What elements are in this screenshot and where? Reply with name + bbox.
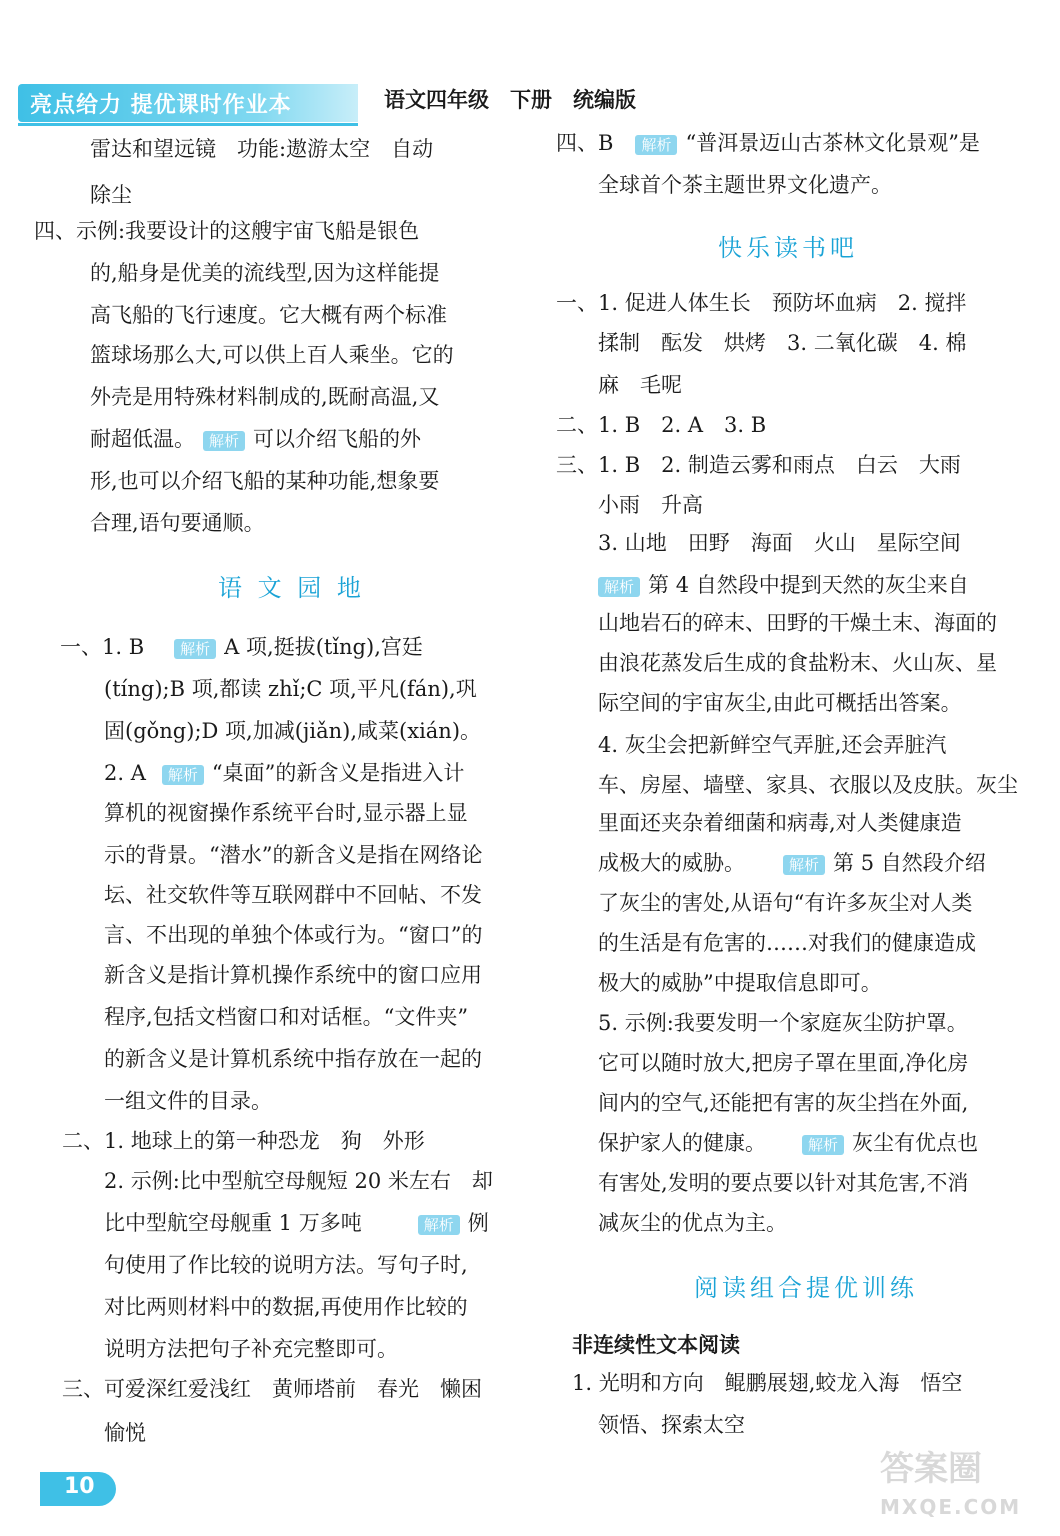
text-line: 新含义是指计算机操作系统中的窗口应用 bbox=[104, 963, 482, 987]
text-line: 有害处,发明的要点要以针对其危害,不消 bbox=[598, 1171, 969, 1195]
text-line: 了灰尘的害处,从语句“有许多灰尘对人类 bbox=[598, 891, 973, 915]
text-line: 的生活是有危害的……对我们的健康造成 bbox=[598, 931, 976, 955]
text-line bbox=[598, 1128, 978, 1158]
text-line: 车、房屋、墙壁、家具、衣服以及皮肤。灰尘 bbox=[598, 773, 1018, 797]
watermark-logo bbox=[880, 1450, 1021, 1526]
text-line: 对比两则材料中的数据,再使用作比较的 bbox=[104, 1295, 468, 1319]
text-line: 1. 光明和方向 鲲鹏展翅,蛟龙入海 悟空 bbox=[572, 1371, 963, 1395]
analysis-badge: 解析 bbox=[203, 431, 245, 451]
text-line bbox=[598, 848, 986, 878]
text-line: 全球首个茶主题世界文化遗产。 bbox=[598, 173, 892, 197]
text-line: 一、1. 促进人体生长 预防坏血病 2. 搅拌 bbox=[556, 291, 967, 315]
text-segment: 比中型航空母舰重 1 万多吨 bbox=[104, 1211, 362, 1235]
section-title-yuwen: 语 文 园 地 bbox=[218, 574, 365, 602]
text-line: 4. 灰尘会把新鲜空气弄脏,还会弄脏汽 bbox=[598, 733, 947, 757]
text-line: 由浪花蒸发后生成的食盐粉末、火山灰、星 bbox=[598, 651, 997, 675]
analysis-badge: 解析 bbox=[162, 765, 204, 785]
text-line: 5. 示例:我要发明一个家庭灰尘防护罩。 bbox=[598, 1011, 968, 1035]
section-title-kuaile: 快乐读书吧 bbox=[718, 234, 858, 262]
text-line: 算机的视窗操作系统平台时,显示器上显 bbox=[104, 801, 468, 825]
text-line: 四、示例:我要设计的这艘宇宙飞船是银色 bbox=[34, 219, 420, 243]
text-segment: 成极大的威胁。 bbox=[598, 851, 745, 875]
analysis-badge: 解析 bbox=[783, 855, 825, 875]
text-segment: 可以介绍飞船的外 bbox=[253, 427, 422, 451]
text-line bbox=[60, 632, 423, 662]
text-line: 一组文件的目录。 bbox=[104, 1089, 272, 1113]
text-line: 坛、社交软件等互联网群中不回帖、不发 bbox=[104, 883, 482, 907]
book-grade: 语文四年级 下册 统编版 bbox=[384, 88, 636, 112]
text-line: 合理,语句要通顺。 bbox=[90, 511, 265, 535]
text-line: 际空间的宇宙灰尘,由此可概括出答案。 bbox=[598, 691, 962, 715]
text-line bbox=[556, 128, 980, 158]
text-line: 里面还夹杂着细菌和病毒,对人类健康造 bbox=[598, 811, 962, 835]
watermark-text: 答案圈 bbox=[880, 1449, 982, 1489]
text-line bbox=[104, 758, 464, 788]
text-line: 句使用了作比较的说明方法。写句子时, bbox=[104, 1253, 468, 1277]
text-line: 的新含义是计算机系统中指存放在一起的 bbox=[104, 1047, 482, 1071]
text-line: 示的背景。“潜水”的新含义是指在网络论 bbox=[104, 843, 483, 867]
text-line: 篮球场那么大,可以供上百人乘坐。它的 bbox=[90, 343, 454, 367]
analysis-badge: 解析 bbox=[418, 1215, 460, 1235]
text-line: 二、1. B 2. A 3. B bbox=[556, 413, 767, 437]
text-line: 山地岩石的碎末、田野的干燥土末、海面的 bbox=[598, 611, 997, 635]
text-line: 揉制 酝发 烘烤 3. 二氧化碳 4. 棉 bbox=[598, 331, 967, 355]
text-line: 减灰尘的优点为主。 bbox=[598, 1211, 787, 1235]
analysis-badge: 解析 bbox=[802, 1135, 844, 1155]
analysis-badge: 解析 bbox=[635, 135, 677, 155]
text-segment: 2. A bbox=[104, 761, 146, 785]
analysis-badge: 解析 bbox=[598, 577, 640, 597]
text-segment: 灰尘有优点也 bbox=[852, 1131, 979, 1155]
text-segment: 第 4 自然段中提到天然的灰尘来自 bbox=[648, 573, 969, 597]
text-line: 3. 山地 田野 海面 火山 星际空间 bbox=[598, 531, 961, 555]
text-line bbox=[598, 570, 969, 600]
text-line: (tíng);B 项,都读 zhǐ;C 项,平凡(fán),巩 bbox=[104, 677, 477, 701]
text-line: 领悟、探索太空 bbox=[598, 1413, 745, 1437]
text-line: 除尘 bbox=[90, 183, 132, 207]
text-segment: 保护家人的健康。 bbox=[598, 1131, 766, 1155]
text-line: 固(gǒng);D 项,加减(jiǎn),咸菜(xián)。 bbox=[104, 719, 482, 743]
book-brand: 亮点给力 提优课时作业本 bbox=[30, 93, 292, 118]
text-line bbox=[90, 424, 421, 454]
text-segment: 一、1. B bbox=[60, 635, 145, 659]
text-line: 愉悦 bbox=[104, 1421, 146, 1445]
text-line: 间内的空气,还能把有害的灰尘挡在外面, bbox=[598, 1091, 969, 1115]
text-line: 程序,包括文档窗口和对话框。“文件夹” bbox=[104, 1005, 469, 1029]
text-line: 小雨 升高 bbox=[598, 493, 703, 517]
analysis-badge: 解析 bbox=[174, 639, 216, 659]
text-segment: “桌面”的新含义是指进入计 bbox=[211, 761, 465, 785]
text-segment: A 项,挺拔(tǐng),宫廷 bbox=[224, 635, 423, 659]
text-segment: 第 5 自然段介绍 bbox=[833, 851, 986, 875]
section-title-yuedu: 阅读组合提优训练 bbox=[694, 1274, 918, 1302]
text-line: 高飞船的飞行速度。它大概有两个标准 bbox=[90, 303, 447, 327]
text-segment: “普洱景迈山古茶林文化景观”是 bbox=[685, 131, 980, 155]
text-segment: 四、B bbox=[556, 131, 614, 155]
text-segment: 耐超低温。 bbox=[90, 427, 195, 451]
text-line: 的,船身是优美的流线型,因为这样能提 bbox=[90, 261, 440, 285]
text-line: 三、可爱深红爱浅红 黄师塔前 春光 懒困 bbox=[62, 1377, 482, 1401]
text-line: 它可以随时放大,把房子罩在里面,净化房 bbox=[598, 1051, 969, 1075]
watermark-url: MXQE.COM bbox=[880, 1495, 1022, 1519]
text-line: 麻 毛呢 bbox=[598, 373, 682, 397]
text-line: 雷达和望远镜 功能:遨游太空 自动 bbox=[90, 137, 434, 161]
header-underline bbox=[18, 123, 358, 126]
text-line: 2. 示例:比中型航空母舰短 20 米左右 却 bbox=[104, 1169, 493, 1193]
text-line: 形,也可以介绍飞船的某种功能,想象要 bbox=[90, 469, 440, 493]
text-line: 说明方法把句子补充完整即可。 bbox=[104, 1337, 398, 1361]
text-line: 外壳是用特殊材料制成的,既耐高温,又 bbox=[90, 385, 440, 409]
page-number: 10 bbox=[64, 1474, 95, 1499]
text-line: 三、1. B 2. 制造云雾和雨点 白云 大雨 bbox=[556, 453, 961, 477]
subsection-title: 非连续性文本阅读 bbox=[572, 1332, 740, 1357]
text-line bbox=[104, 1208, 489, 1238]
text-segment: 例 bbox=[467, 1211, 489, 1235]
text-line: 言、不出现的单独个体或行为。“窗口”的 bbox=[104, 923, 483, 947]
text-line: 极大的威胁”中提取信息即可。 bbox=[598, 971, 882, 995]
text-line: 二、1. 地球上的第一种恐龙 狗 外形 bbox=[62, 1129, 425, 1153]
